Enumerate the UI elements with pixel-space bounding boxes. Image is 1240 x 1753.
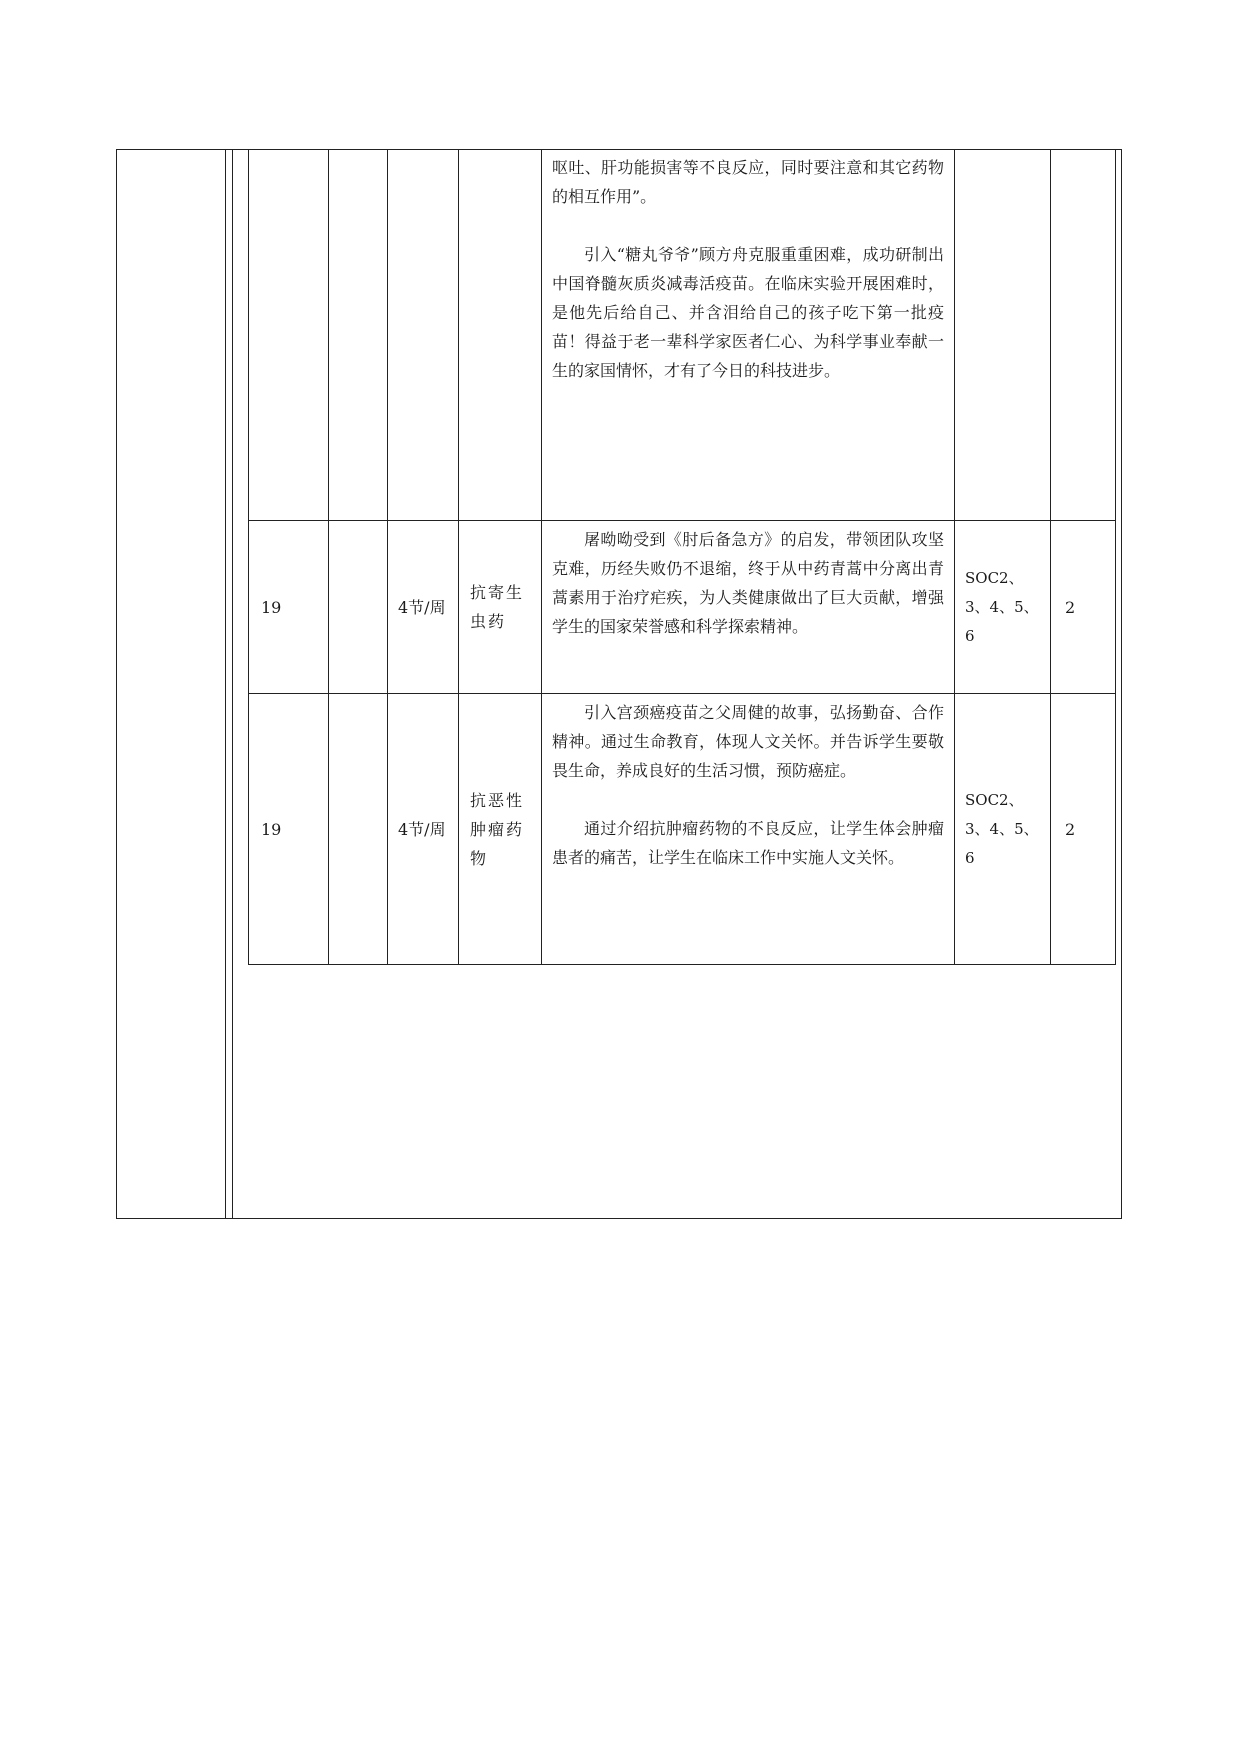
outcomes-cell: SOC2、3、4、5、6 (955, 694, 1051, 965)
outcomes-cell (955, 150, 1051, 521)
hours-cell: 4节/周 (388, 694, 459, 965)
ideological-content-cell (542, 150, 955, 521)
topic-cell: 抗恶性肿瘤药物 (459, 694, 542, 965)
score-cell (1051, 150, 1116, 521)
content-paragraph: 引入“糖丸爷爷”顾方舟克服重重困难，成功研制出中国脊髓灰质炎减毒活疫苗。在临床实验开展困难时，是他先后给自己、并含泪给自己的孩子吃下第一批疫苗！得益于老一辈科学家医者仁心、为科学事业奉献一生的家国情怀，才有了今日的科技进步。 (552, 245, 944, 380)
outer-column-divider (225, 150, 226, 1218)
topic-cell (459, 150, 542, 521)
score-cell: 2 (1051, 521, 1116, 694)
hours-cell (388, 150, 459, 521)
content-paragraph: 通过介绍抗肿瘤药物的不良反应，让学生体会肿瘤患者的痛苦，让学生在临床工作中实施人文关怀。 (552, 819, 944, 867)
blank-cell (329, 150, 388, 521)
content-paragraph: 引入宫颈癌疫苗之父周健的故事，弘扬勤奋、合作精神。通过生命教育，体现人文关怀。并告诉学生要敬畏生命，养成良好的生活习惯，预防癌症。 (552, 703, 944, 780)
course-content-table (248, 149, 1116, 965)
blank-cell (329, 521, 388, 694)
table-row (249, 150, 1116, 521)
content-paragraph: 屠呦呦受到《肘后备急方》的启发，带领团队攻坚克难，历经失败仍不退缩，终于从中药青蒿中分离出青蒿素用于治疗疟疾，为人类健康做出了巨大贡献，增强学生的国家荣誉感和科学探索精神。 (552, 530, 944, 636)
outer-column-divider (232, 150, 233, 1218)
blank-cell (329, 694, 388, 965)
table-row (249, 694, 1116, 965)
week-cell: 19 (249, 694, 329, 965)
ideological-content-cell (542, 521, 955, 694)
hours-cell: 4节/周 (388, 521, 459, 694)
week-cell (249, 150, 329, 521)
content-paragraph: 呕吐、肝功能损害等不良反应，同时要注意和其它药物的相互作用”。 (552, 158, 944, 206)
week-cell: 19 (249, 521, 329, 694)
outcomes-cell: SOC2、3、4、5、6 (955, 521, 1051, 694)
topic-cell: 抗寄生虫药 (459, 521, 542, 694)
ideological-content-cell (542, 694, 955, 965)
score-cell: 2 (1051, 694, 1116, 965)
table-row (249, 521, 1116, 694)
